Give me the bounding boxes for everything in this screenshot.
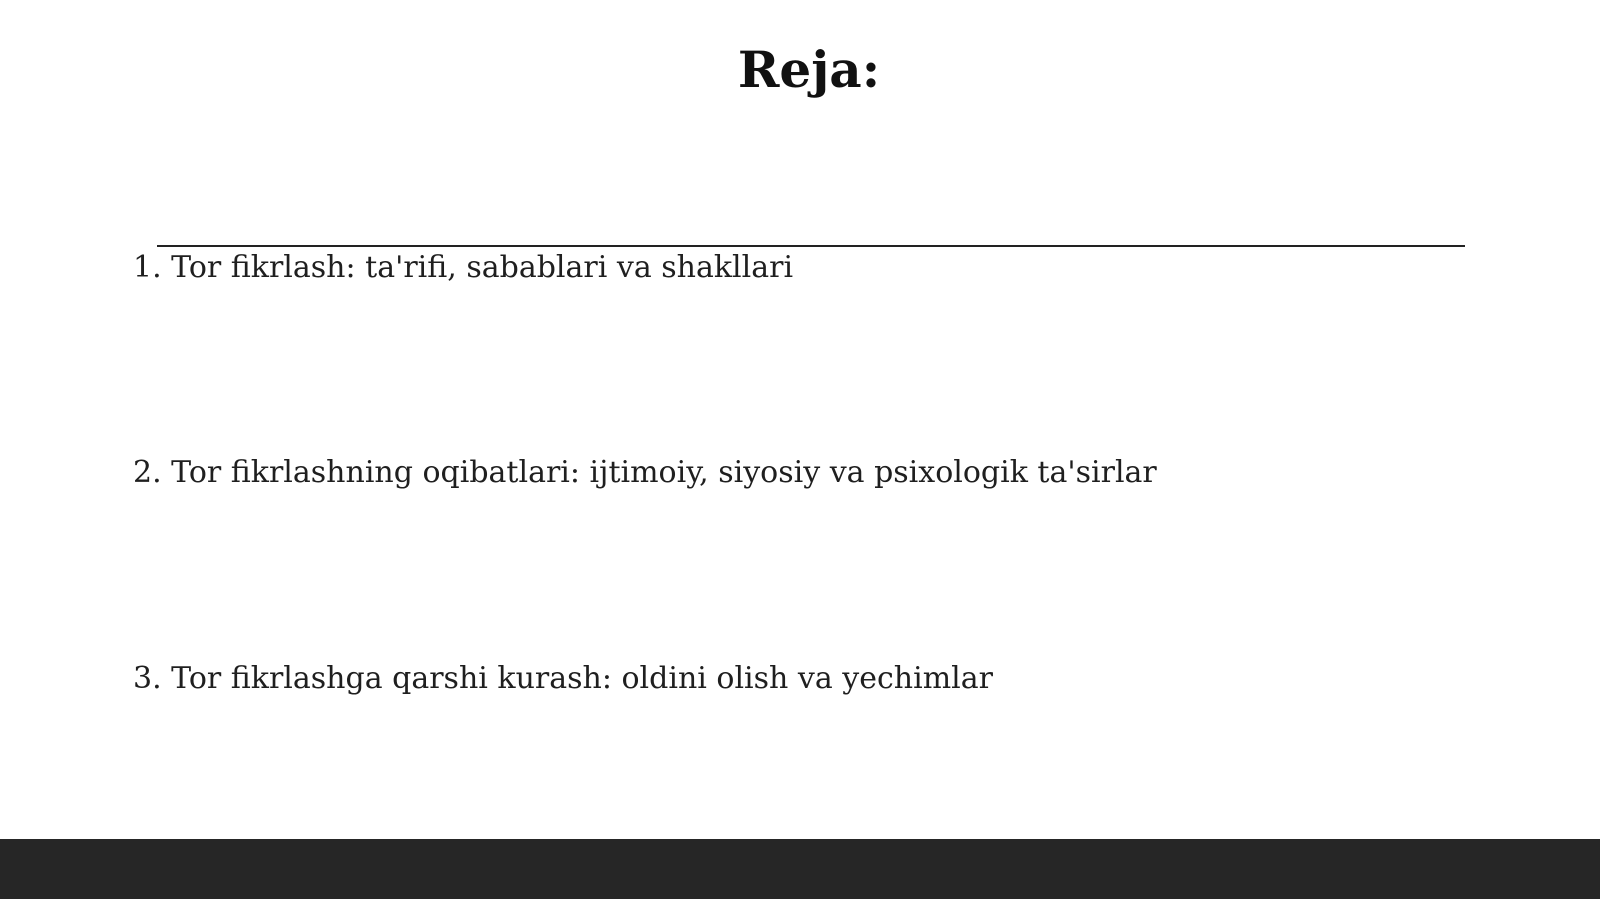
divider-line: [157, 245, 1465, 247]
slide-title: Reja:: [737, 40, 881, 99]
plan-item-3: 3. Tor fikrlashga qarshi kurash: oldini olish va yechimlar: [133, 661, 993, 696]
bottom-bar: [0, 839, 1600, 899]
plan-item-2: 2. Tor fikrlashning oqibatlari: ijtimoiy, siyosiy va psixologik ta'sirlar: [133, 455, 1157, 490]
plan-item-1: 1. Tor fikrlash: ta'rifi, sabablari va shakllari: [133, 250, 794, 285]
